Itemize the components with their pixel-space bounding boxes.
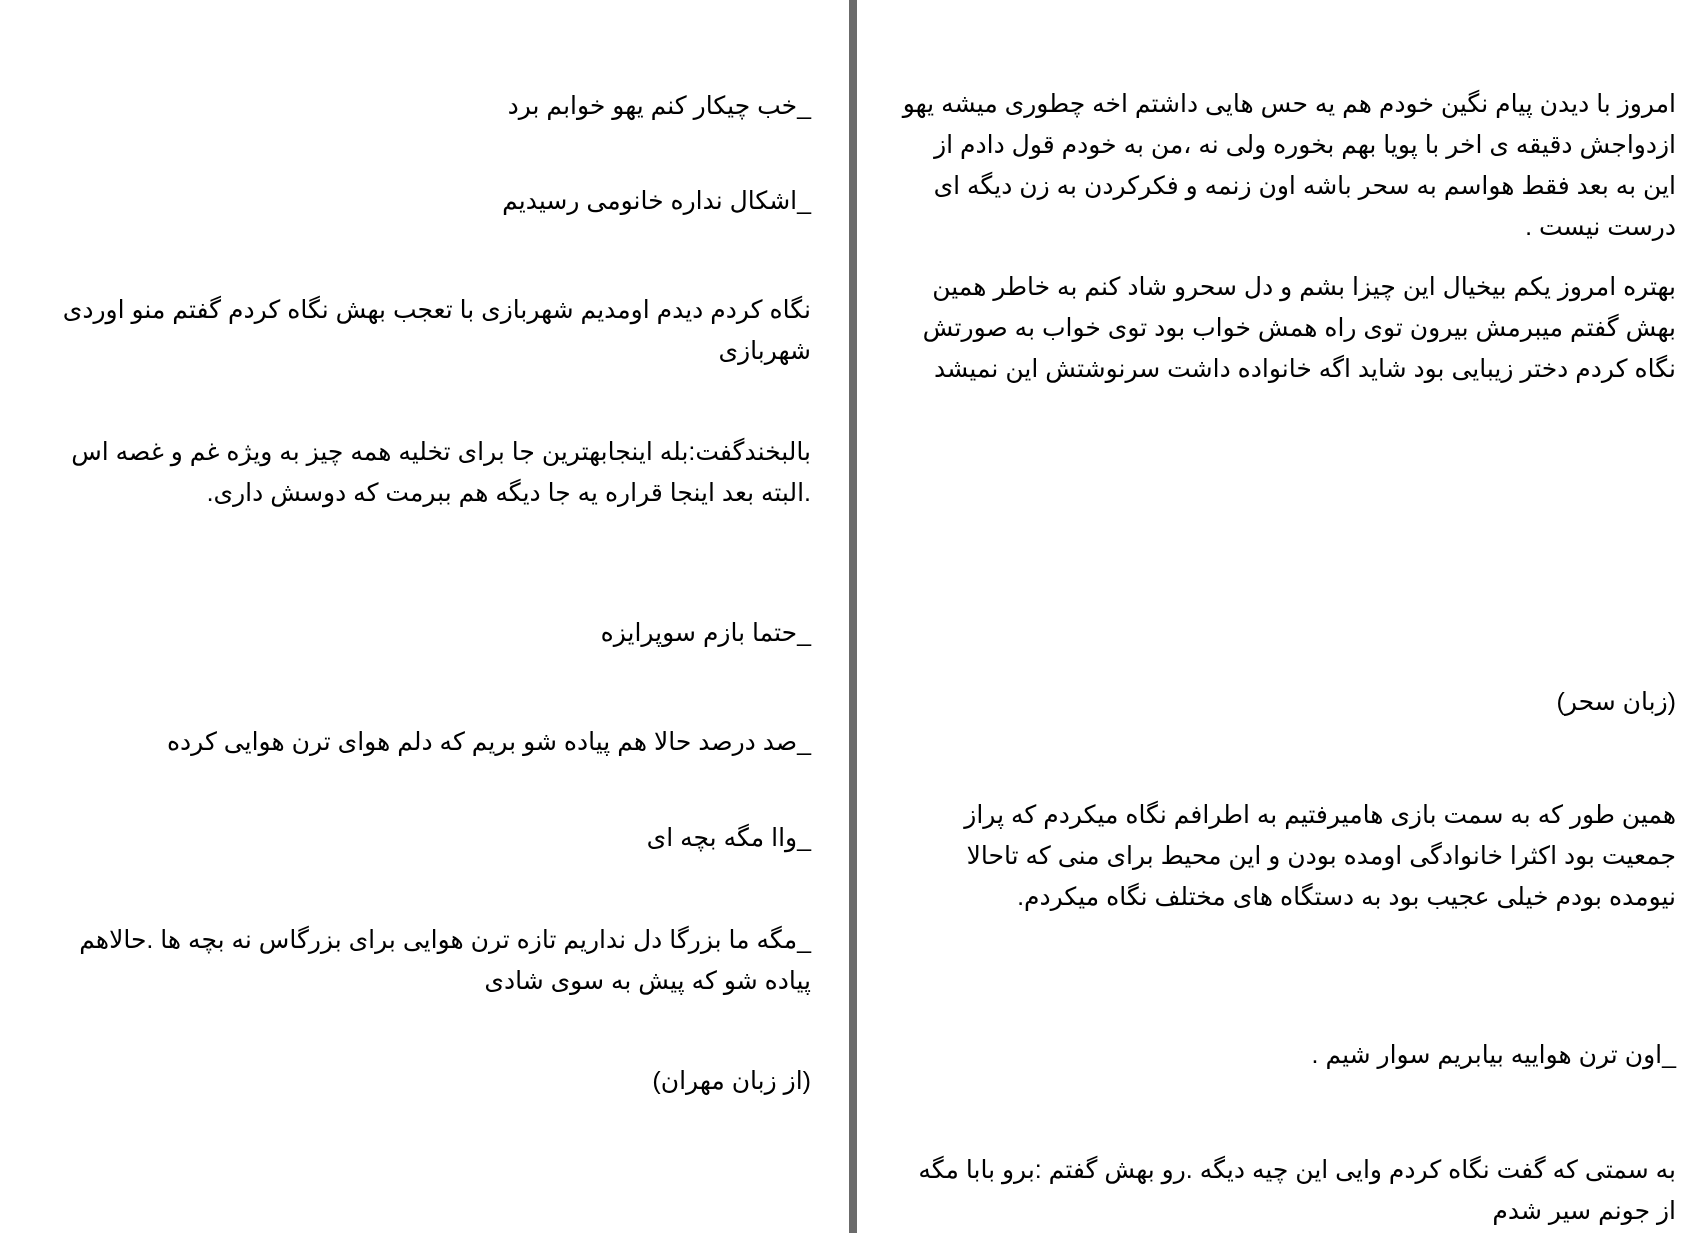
left-paragraph-1: _خب چیکار کنم یهو خوابم برد: [507, 92, 811, 120]
left-paragraph-3: نگاه کردم دیدم اومدیم شهربازی با تعجب بهش نگاه کردم گفتم منو اوردی شهربازی: [62, 296, 811, 365]
right-page: [861, 0, 1705, 1233]
left-paragraph-2: _اشکال نداره خانومی رسیدیم: [502, 187, 811, 215]
left-paragraph-8: _مگه ما بزرگا دل نداریم تازه ترن هوایی برای بزرگاس نه بچه ها .حالاهم پیاده شو که پیش به سوی شادی: [79, 926, 811, 995]
left-paragraph-6: _صد درصد حالا هم پیاده شو بریم که دلم هوای ترن هوایی کرده: [166, 728, 811, 756]
right-paragraph-2: بهتره امروز یکم بیخیال این چیزا بشم و دل سحرو شاد کنم به خاطر همین بهش گفتم میبرمش بیرون توی راه همش خواب بود توی خواب به صورتش نگاه کردم دختر زیبایی بود شاید اگه خانواده داشت سرنوشتش این نمیشد: [922, 273, 1676, 383]
left-paragraph-9: (از زبان مهران): [652, 1067, 811, 1095]
page-divider: [845, 0, 861, 1233]
left-paragraph-7: _واا مگه بچه ای: [646, 824, 811, 852]
right-paragraph-1: امروز با دیدن پیام نگین خودم هم یه حس هایی داشتم اخه چطوری میشه یهو ازدواجش دقیقه ی اخر با پویا بهم بخوره ولی نه ،من به خودم قول دادم از این به بعد فقط هواسم به سحر باشه اون زنمه و فکرکردن به زن دیگه ای درست نیست .: [902, 90, 1676, 241]
right-paragraph-5: _اون ترن هواییه بیابریم سوار شیم .: [1311, 1041, 1676, 1069]
right-paragraph-6: به سمتی که گفت نگاه کردم وایی این چیه دیگه .رو بهش گفتم :برو بابا مگه از جونم سیر شدم: [918, 1156, 1676, 1225]
left-paragraph-4: بالبخندگفت:بله اینجابهترین جا برای تخلیه همه چیز به ویژه غم و غصه اس .البته بعد اینجا قراره یه جا دیگه هم ببرمت که دوسش داری.: [71, 438, 811, 507]
right-paragraph-4: همین طور که به سمت بازی هامیرفتیم به اطرافم نگاه میکردم که پراز جمعیت بود اکثرا خانوادگی اومده بودن و این محیط برای منی که تاحالا نیومده بودم خیلی عجیب بود به دستگاه های مختلف نگاه میکردم.: [964, 801, 1676, 911]
left-paragraph-5: _حتما بازم سوپرایزه: [600, 619, 811, 647]
left-page: [0, 0, 845, 1233]
right-paragraph-3: (زبان سحر): [1556, 688, 1676, 716]
page-divider-bar: [849, 0, 857, 1233]
